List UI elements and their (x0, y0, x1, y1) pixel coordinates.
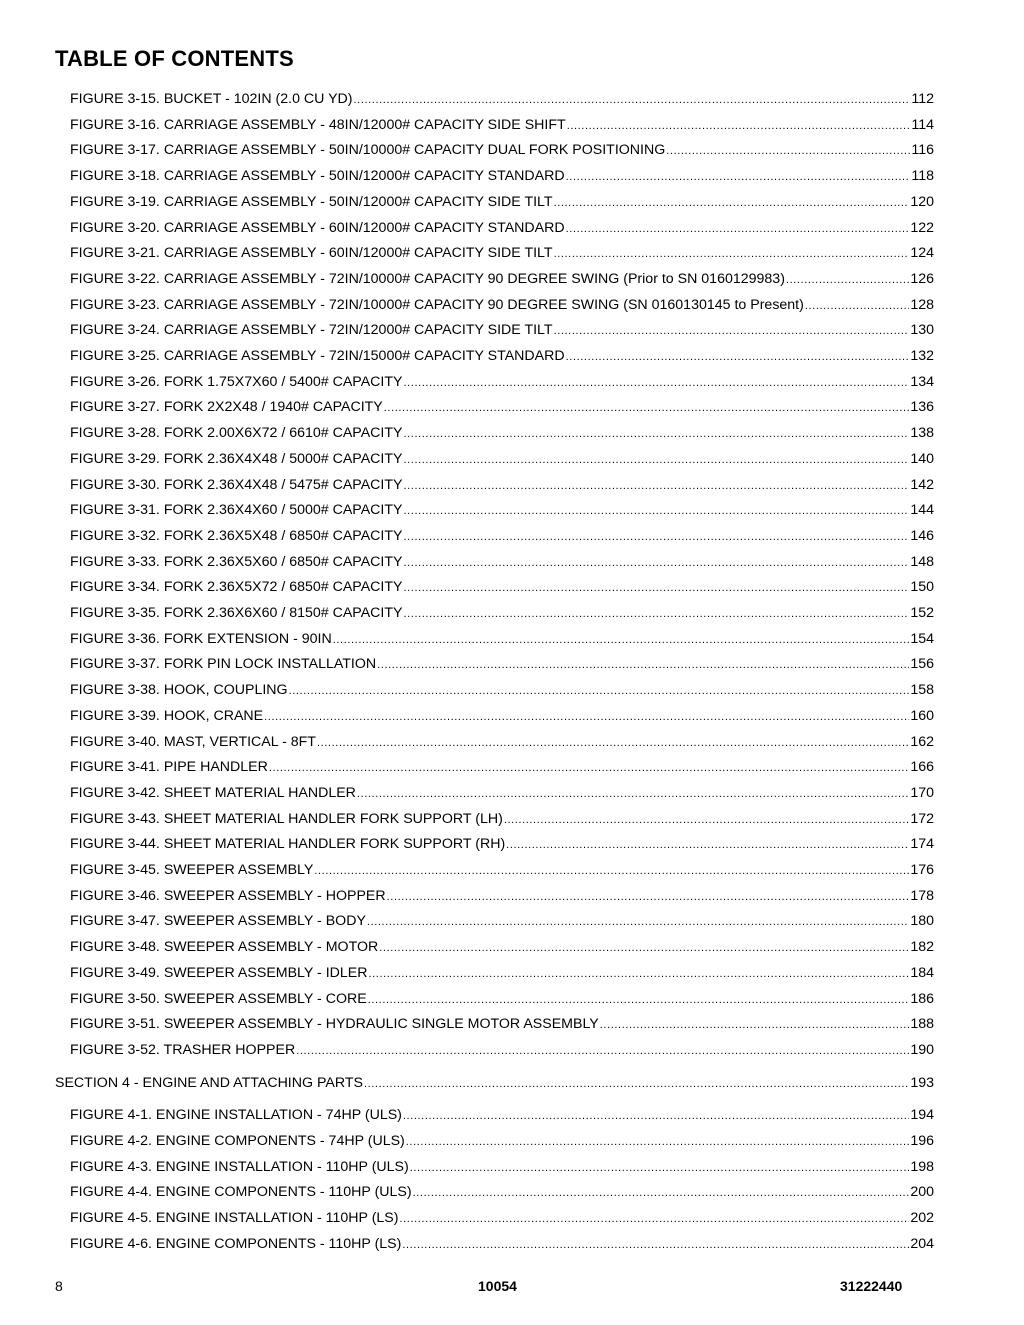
toc-entry[interactable] (70, 217, 934, 239)
dot-leader (600, 1014, 910, 1036)
toc-entry-page: 176 (910, 862, 934, 878)
toc-entry-page: 120 (910, 193, 934, 210)
toc-entry[interactable] (70, 525, 934, 547)
dot-leader (314, 860, 909, 882)
toc-entry[interactable] (70, 268, 934, 290)
toc-entry-label: FIGURE 3-49. SWEEPER ASSEMBLY - IDLER (70, 964, 368, 981)
toc-entry-label: FIGURE 4-3. ENGINE INSTALLATION - 110HP (ULS) (70, 1158, 409, 1175)
toc-entry-page: 166 (910, 759, 934, 776)
toc-entry-label: FIGURE 3-16. CARRIAGE ASSEMBLY - 48IN/12000# CAPACITY SIDE SHIFT (70, 116, 566, 133)
toc-entry-label: FIGURE 3-28. FORK 2.00X6X72 / 6610# CAPACITY (70, 425, 403, 442)
toc-entry-page: 152 (910, 605, 934, 621)
toc-entry-page: 124 (910, 245, 934, 262)
toc-entry-page: 138 (910, 425, 934, 442)
dot-leader (384, 397, 910, 419)
toc-entry-page: 182 (910, 939, 934, 956)
toc-entry[interactable] (70, 371, 934, 393)
toc-entry[interactable] (70, 114, 934, 136)
toc-entry-page: 134 (910, 373, 934, 390)
dot-leader (554, 243, 910, 265)
dot-leader (369, 963, 910, 985)
toc-entry-label: FIGURE 4-2. ENGINE COMPONENTS - 74HP (ULS) (70, 1133, 405, 1149)
toc-entry[interactable] (70, 962, 934, 984)
toc-entry-page: 126 (910, 270, 934, 287)
toc-entry[interactable] (70, 602, 934, 624)
dot-leader (404, 372, 910, 394)
toc-entry[interactable] (70, 139, 934, 161)
toc-entry[interactable] (70, 833, 934, 855)
toc-entry[interactable] (70, 782, 934, 804)
toc-entry[interactable] (70, 910, 934, 932)
toc-entry-page: 114 (911, 116, 934, 133)
toc-entry-label: FIGURE 4-5. ENGINE INSTALLATION - 110HP (LS) (70, 1210, 399, 1227)
toc-entry-label: FIGURE 3-40. MAST, VERTICAL - 8FT (70, 733, 316, 750)
footer-page-number: 8 (55, 1278, 63, 1294)
dot-leader (566, 166, 911, 188)
toc-entry[interactable] (70, 988, 934, 1010)
dot-leader (367, 911, 909, 933)
toc-entry-label: FIGURE 3-42. SHEET MATERIAL HANDLER (70, 784, 356, 801)
toc-entry-label: FIGURE 4-4. ENGINE COMPONENTS - 110HP (ULS) (70, 1184, 412, 1201)
toc-entry-page: 130 (910, 322, 934, 339)
toc-entry[interactable] (70, 242, 934, 264)
toc-entry-page: 144 (910, 502, 934, 519)
toc-entry-page: 136 (910, 399, 934, 416)
toc-entry[interactable] (70, 1104, 934, 1126)
toc-entry-page: 178 (910, 887, 934, 904)
dot-leader (566, 346, 910, 368)
toc-entry-page: 142 (910, 476, 934, 493)
toc-entry-label: FIGURE 3-39. HOOK, CRANE (70, 707, 264, 724)
toc-entry-label: FIGURE 4-6. ENGINE COMPONENTS - 110HP (LS) (70, 1235, 402, 1252)
toc-entry-label: FIGURE 3-37. FORK PIN LOCK INSTALLATION (70, 656, 377, 673)
toc-entry[interactable] (70, 422, 934, 444)
toc-entry-page: 188 (910, 1016, 934, 1033)
toc-entry-page: 174 (910, 836, 934, 853)
dot-leader (404, 500, 910, 522)
dot-leader (406, 1131, 910, 1153)
toc-entry-label: FIGURE 3-38. HOOK, COUPLING (70, 682, 288, 699)
dot-leader (377, 654, 909, 676)
toc-entry-label: FIGURE 3-32. FORK 2.36X5X48 / 6850# CAPACITY (70, 527, 403, 544)
dot-leader (387, 886, 910, 908)
toc-entry-page: 146 (910, 527, 934, 544)
toc-entry-label: FIGURE 3-17. CARRIAGE ASSEMBLY - 50IN/10000# CAPACITY DUAL FORK POSITIONING (70, 142, 666, 159)
toc-entry-page: 118 (911, 168, 934, 185)
footer-center-code: 10054 (478, 1278, 517, 1294)
toc-entry-label: FIGURE 3-15. BUCKET - 102IN (2.0 CU YD) (70, 91, 353, 107)
dot-leader (402, 1234, 909, 1256)
toc-entry[interactable] (70, 653, 934, 675)
dot-leader (410, 1157, 910, 1179)
toc-entry-page: 128 (910, 296, 934, 313)
toc-entry-page: 204 (910, 1235, 934, 1252)
toc-entry-label: FIGURE 3-20. CARRIAGE ASSEMBLY - 60IN/12000# CAPACITY STANDARD (70, 219, 565, 236)
toc-entry[interactable] (70, 396, 934, 418)
toc-entry-label: FIGURE 3-51. SWEEPER ASSEMBLY - HYDRAULIC SINGLE MOTOR ASSEMBLY (70, 1016, 599, 1033)
toc-entry[interactable] (70, 1130, 934, 1152)
toc-entry-label: FIGURE 3-23. CARRIAGE ASSEMBLY - 72IN/10000# CAPACITY 90 DEGREE SWING (SN 0160130145 to Present) (70, 296, 804, 313)
dot-leader (786, 269, 909, 291)
toc-entry-label: FIGURE 3-29. FORK 2.36X4X48 / 5000# CAPACITY (70, 450, 403, 467)
dot-leader (357, 783, 909, 805)
dot-leader (404, 475, 910, 497)
dot-leader (666, 140, 910, 162)
dot-leader (554, 192, 910, 214)
toc-entry-label: FIGURE 3-25. CARRIAGE ASSEMBLY - 72IN/15000# CAPACITY STANDARD (70, 348, 565, 364)
toc-section-entry[interactable] (55, 1072, 934, 1094)
toc-entry-label: FIGURE 3-22. CARRIAGE ASSEMBLY - 72IN/10000# CAPACITY 90 DEGREE SWING (Prior to SN 0160129983) (70, 270, 785, 287)
toc-entry[interactable] (70, 1207, 934, 1229)
toc-entry-page: 172 (910, 810, 934, 827)
toc-entry-label: FIGURE 3-18. CARRIAGE ASSEMBLY - 50IN/12000# CAPACITY STANDARD (70, 168, 565, 185)
toc-entry[interactable] (70, 499, 934, 521)
toc-entry-page: 112 (911, 91, 934, 107)
dot-leader (317, 732, 909, 754)
toc-entry-label: FIGURE 3-45. SWEEPER ASSEMBLY (70, 862, 314, 878)
toc-entry[interactable] (70, 808, 934, 830)
toc-entry-label: FIGURE 3-26. FORK 1.75X7X60 / 5400# CAPACITY (70, 373, 403, 390)
toc-entry[interactable] (70, 1156, 934, 1178)
toc-entry-page: 194 (910, 1107, 934, 1124)
dot-leader (404, 603, 910, 625)
toc-entry[interactable] (70, 705, 934, 727)
dot-leader (333, 629, 910, 651)
toc-entry-page: 122 (910, 219, 934, 236)
toc-entry-page: 184 (910, 964, 934, 981)
toc-entry-label: FIGURE 3-24. CARRIAGE ASSEMBLY - 72IN/12000# CAPACITY SIDE TILT (70, 322, 553, 339)
toc-entry-label: FIGURE 3-48. SWEEPER ASSEMBLY - MOTOR (70, 939, 379, 956)
toc-entry-label: FIGURE 3-21. CARRIAGE ASSEMBLY - 60IN/12000# CAPACITY SIDE TILT (70, 245, 553, 262)
toc-entry-page: 150 (910, 579, 934, 596)
toc-entry[interactable] (70, 448, 934, 470)
toc-entry[interactable] (70, 1181, 934, 1203)
toc-entry-page: 116 (911, 142, 934, 159)
dot-leader (567, 115, 911, 137)
toc-entry-page: 160 (910, 707, 934, 724)
toc-entry-page: 193 (910, 1074, 934, 1091)
toc-entry-page: 170 (910, 784, 934, 801)
toc-entry-label: FIGURE 3-46. SWEEPER ASSEMBLY - HOPPER (70, 887, 386, 904)
dot-leader (379, 937, 909, 959)
dot-leader (404, 526, 910, 548)
toc-entry[interactable] (70, 731, 934, 753)
toc-entry-label: FIGURE 3-50. SWEEPER ASSEMBLY - CORE (70, 990, 367, 1007)
toc-entry-label: FIGURE 3-31. FORK 2.36X4X60 / 5000# CAPACITY (70, 502, 403, 519)
toc-entry-page: 156 (910, 656, 934, 673)
toc-entry[interactable] (70, 936, 934, 958)
toc-entry-label: FIGURE 3-27. FORK 2X2X48 / 1940# CAPACITY (70, 399, 383, 416)
toc-entry-label: FIGURE 3-47. SWEEPER ASSEMBLY - BODY (70, 913, 366, 930)
dot-leader (404, 449, 910, 471)
toc-entry[interactable] (70, 551, 934, 573)
toc-entry-label: FIGURE 3-33. FORK 2.36X5X60 / 6850# CAPACITY (70, 553, 403, 570)
toc-entry-label: FIGURE 3-35. FORK 2.36X6X60 / 8150# CAPACITY (70, 605, 403, 621)
dot-leader (269, 757, 909, 779)
toc-entry-label: FIGURE 3-36. FORK EXTENSION - 90IN (70, 630, 332, 647)
dot-leader (413, 1182, 910, 1204)
toc-entry-label: FIGURE 3-19. CARRIAGE ASSEMBLY - 50IN/12000# CAPACITY SIDE TILT (70, 193, 553, 210)
toc-entry-page: 154 (910, 630, 934, 647)
toc-entry-label: FIGURE 3-52. TRASHER HOPPER (70, 1041, 296, 1058)
dot-leader (403, 1105, 909, 1127)
toc-entry[interactable] (70, 345, 934, 367)
toc-entry-label: FIGURE 3-30. FORK 2.36X4X48 / 5475# CAPACITY (70, 476, 403, 493)
toc-entry[interactable] (70, 191, 934, 213)
toc-entry-page: 162 (910, 733, 934, 750)
dot-leader (506, 834, 909, 856)
toc-entry-page: 180 (910, 913, 934, 930)
dot-leader (400, 1208, 910, 1230)
toc-entry-label: SECTION 4 - ENGINE AND ATTACHING PARTS (55, 1074, 363, 1091)
dot-leader (368, 989, 910, 1011)
toc-entry-page: 186 (910, 990, 934, 1007)
toc-entry[interactable] (70, 885, 934, 907)
toc-entry-label: FIGURE 3-41. PIPE HANDLER (70, 759, 268, 776)
dot-leader (404, 577, 910, 599)
dot-leader (296, 1040, 909, 1062)
toc-entry-page: 132 (910, 348, 934, 364)
toc-entry-page: 158 (910, 682, 934, 699)
toc-entry-label: FIGURE 3-44. SHEET MATERIAL HANDLER FORK SUPPORT (RH) (70, 836, 506, 853)
dot-leader (289, 680, 910, 702)
toc-entry[interactable] (70, 859, 934, 881)
toc-entry-label: FIGURE 3-34. FORK 2.36X5X72 / 6850# CAPACITY (70, 579, 403, 596)
toc-entry-page: 140 (910, 450, 934, 467)
toc-entry-page: 190 (910, 1041, 934, 1058)
dot-leader (404, 552, 910, 574)
dot-leader (364, 1073, 909, 1095)
toc-entry[interactable] (70, 1233, 934, 1255)
toc-entry-page: 148 (910, 553, 934, 570)
toc-entry[interactable] (70, 1039, 934, 1061)
toc-entry[interactable] (70, 294, 934, 316)
toc-entry[interactable] (70, 576, 934, 598)
toc-entry[interactable] (70, 628, 934, 650)
toc-entry[interactable] (70, 1013, 934, 1035)
dot-leader (264, 706, 909, 728)
toc-entry[interactable] (70, 756, 934, 778)
toc-entry[interactable] (70, 88, 934, 110)
toc-entry-page: 200 (910, 1184, 934, 1201)
dot-leader (554, 320, 910, 342)
footer-doc-number: 31222440 (840, 1278, 903, 1294)
toc-entry[interactable] (70, 319, 934, 341)
toc-entry[interactable] (70, 679, 934, 701)
toc-entry-page: 196 (910, 1133, 934, 1149)
dot-leader (566, 218, 910, 240)
toc-entry-page: 202 (910, 1210, 934, 1227)
dot-leader (404, 423, 910, 445)
toc-entry-label: FIGURE 4-1. ENGINE INSTALLATION - 74HP (ULS) (70, 1107, 402, 1124)
page-title: TABLE OF CONTENTS (55, 46, 294, 71)
toc-entry-page: 198 (910, 1158, 934, 1175)
dot-leader (504, 809, 910, 831)
toc-entry[interactable] (70, 165, 934, 187)
dot-leader (805, 295, 909, 317)
dot-leader (354, 89, 911, 111)
toc-entry-label: FIGURE 3-43. SHEET MATERIAL HANDLER FORK SUPPORT (LH) (70, 810, 503, 827)
toc-entry[interactable] (70, 474, 934, 496)
